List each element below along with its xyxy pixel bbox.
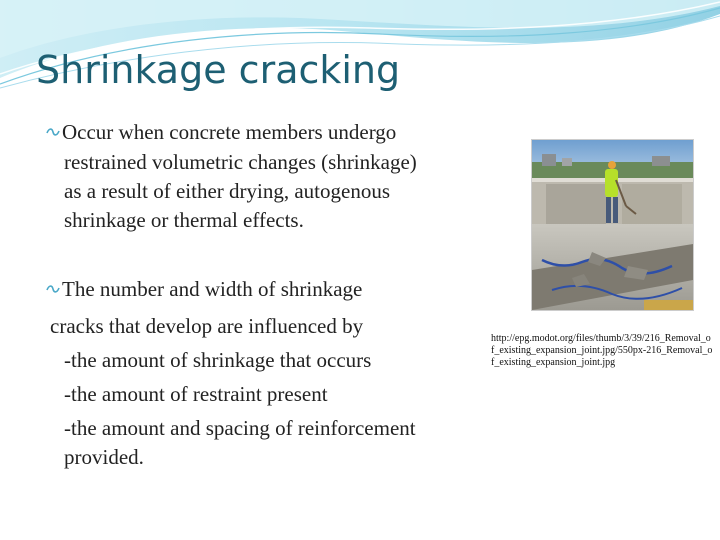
- slide-title: Shrinkage cracking: [36, 48, 401, 92]
- bullet-paragraph-2: [46, 272, 486, 474]
- bullet-line: cracks that develop are influenced by: [50, 313, 364, 338]
- bullet-paragraph-1: [46, 118, 486, 235]
- bullet-line: shrinkage or thermal effects.: [64, 208, 304, 232]
- bullet-line: restrained volumetric changes (shrinkage): [64, 150, 417, 174]
- bullet-line: as a result of either drying, autogenous: [64, 179, 390, 203]
- wave-bullet-icon: [46, 119, 62, 148]
- bullet-line: provided.: [64, 444, 144, 469]
- wave-bullet-icon: [46, 274, 62, 309]
- construction-photo-image: [532, 140, 693, 310]
- bullet-line: -the amount and spacing of reinforcement: [64, 416, 416, 440]
- bullet-line: -the amount of shrinkage that occurs: [64, 348, 372, 372]
- bullet-line: Occur when concrete members undergo: [46, 118, 486, 148]
- bullet-line: The number and width of shrinkage: [46, 272, 486, 309]
- construction-photo: [531, 139, 694, 311]
- image-source-caption: http://epg.modot.org/files/thumb/3/39/216_Removal_of_existing_expansion_joint.jpg/550px-216_Removal_of_existing_expansion_joint.jpg: [491, 333, 713, 368]
- bullet-line: -the amount of restraint present: [64, 381, 328, 406]
